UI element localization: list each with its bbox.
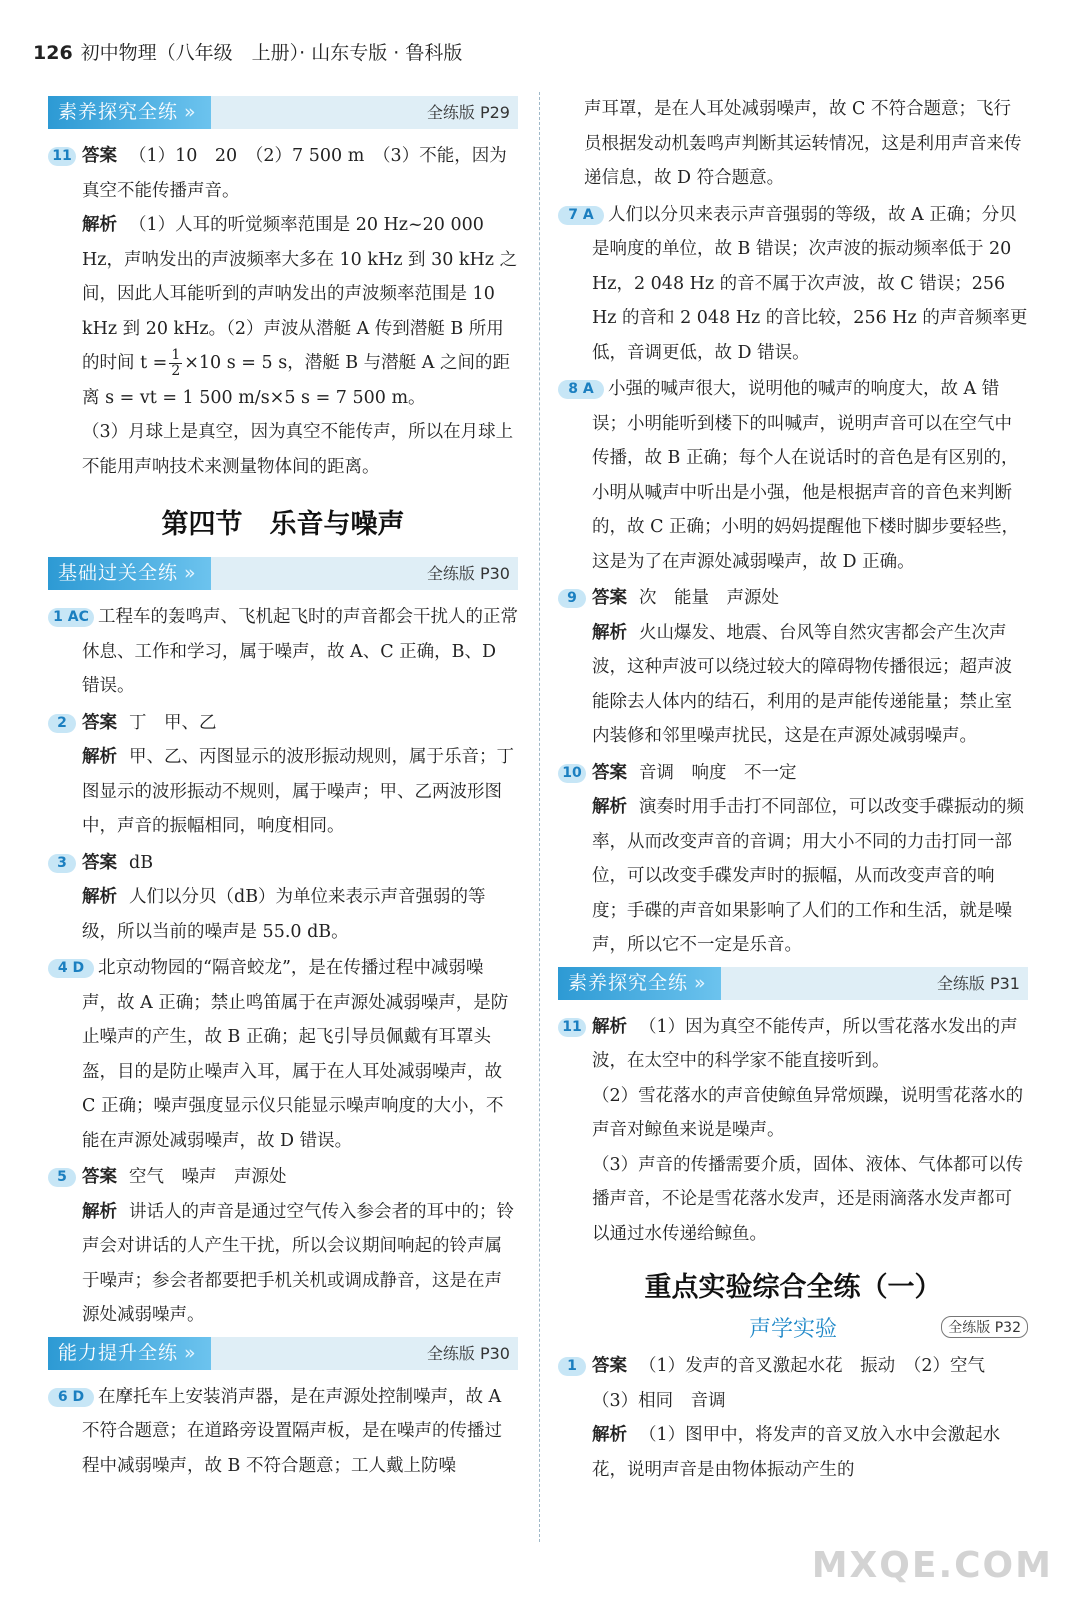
question-number: 11 (558, 1018, 586, 1037)
analysis-text: 演奏时用手击打不同部位，可以改变手碟振动的频率，从而改变声音的音调；用大小不同的力击打同一部位，可以改变手碟发声时的振幅，从而改变声音的响度；手碟的声音如果影响了人们的工作和生活，就是噪声，所以它不一定是乐音。 (592, 797, 1024, 955)
answer-label: 答案 (82, 146, 117, 166)
analysis-text: （3）声音的传播需要介质，固体、液体、气体都可以传播声音，不论是雪花落水发声，还是雨滴落水发声都可以通过水传递给鲸鱼。 (592, 1154, 1024, 1244)
left-column (48, 92, 518, 1485)
answer-text: 次 能量 声源处 (639, 588, 779, 608)
banner-tag: 素养探究全练 » (558, 967, 721, 1000)
answer-text: 人们以分贝来表示声音强弱的等级，故 A 正确；分贝是响度的单位，故 B 错误；次声波的振动频率低于 20 Hz，2 048 Hz 的音不属于次声波，故 C 错误；256 Hz 的音和 2 048 Hz 的音比较，256 Hz 的声音频率更低，音调更低，故 D 错误。 (592, 204, 1028, 363)
analysis-label: 解析 (592, 622, 627, 643)
question-item (48, 706, 518, 844)
answer-text: 北京动物园的“隔音蛟龙”，是在传播过程中减弱噪声，故 A 正确；禁止鸣笛属于在声源处减弱噪声，是防止噪声的产生，故 B 正确；起飞引导员佩戴有耳罩头盔，目的是防止噪声入耳，属于在人耳处减弱噪声，故 C 正确；噪声强度显示仪只能显示噪声响度的大小，不能在声源处减弱噪声，故 D 错误。 (82, 958, 509, 1151)
question-number: 2 (48, 714, 76, 733)
analysis-label: 解析 (82, 215, 117, 235)
analysis-text: （1）图甲中，将发声的音叉放入水中会激起水花，说明声音是由物体振动产生的 (592, 1425, 1001, 1480)
question-item (48, 139, 518, 484)
analysis-text: 火山爆发、地震、台风等自然灾害都会产生次声波，这种声波可以绕过较大的障碍物传播很远；超声波能除去人体内的结石，利用的是声能传递能量；禁止室内装修和邻里噪声扰民，这是在声源处减弱噪声。 (592, 622, 1012, 746)
question-item (558, 372, 1028, 579)
answer-label: 答案 (592, 762, 627, 783)
banner-ref: 全练版 P30 (426, 564, 510, 583)
question-item-continued (558, 92, 1028, 196)
subsection-title (558, 1312, 1028, 1343)
analysis-label: 解析 (592, 1425, 627, 1445)
answer-text: 丁 甲、乙 (129, 712, 217, 733)
question-item (48, 1160, 518, 1333)
question-number: 4 D (48, 959, 94, 978)
analysis-label: 解析 (82, 747, 117, 767)
analysis-text: 甲、乙、丙图显示的波形振动规则，属于乐音；丁图显示的波形振动不规则，属于噪声；甲、乙两波形图中，声音的振幅相同，响度相同。 (82, 747, 514, 836)
question-item (48, 846, 518, 950)
answer-text: 小强的喊声很大，说明他的喊声的响度大，故 A 错误；小明能听到楼下的叫喊声，说明声音可以在空气中传播，故 B 正确；每个人在说话时的音色是有区别的，小明从喊声中听出是小强，他是根据声音的音色来判断的，故 C 正确；小明的妈妈提醒他下楼时脚步要轻些，这是为了在声源处减弱噪声，故 D 正确。 (592, 379, 1020, 572)
answer-text: dB (129, 852, 154, 873)
section-title: 重点实验综合全练（一） (644, 1272, 942, 1303)
answer-text: （1）10 20 （2）7 500 m （3）不能，因为真空不能传播声音。 (82, 146, 507, 201)
question-item (558, 581, 1028, 754)
answer-label: 答案 (592, 588, 627, 608)
question-number: 8 A (558, 380, 604, 399)
question-number: 5 (48, 1168, 76, 1187)
question-item (558, 1349, 1028, 1487)
answer-text: 工程车的轰鸣声、飞机起飞时的声音都会干扰人的正常休息、工作和学习，属于噪声，故 A、C 正确，B、D 错误。 (82, 607, 518, 696)
section-title: 第四节 乐音与噪声 (161, 509, 405, 540)
question-item (558, 198, 1028, 371)
section-banner (48, 557, 518, 590)
watermark-logo: MXQE.COM (811, 1545, 1053, 1586)
question-number: 7 A (558, 206, 604, 225)
page-header (33, 38, 462, 65)
book-title: 初中物理（八年级 上册）· 山东专版 · 鲁科版 (80, 42, 463, 64)
question-number: 11 (48, 147, 76, 166)
analysis-text: （1）因为真空不能传声，所以雪花落水发出的声波，在太空中的科学家不能直接听到。 (592, 1016, 1018, 1071)
question-number: 6 D (48, 1388, 94, 1407)
column-divider (539, 92, 540, 1542)
question-number: 1 AC (48, 608, 94, 627)
banner-tag: 基础过关全练 » (48, 557, 211, 590)
question-number: 9 (558, 589, 586, 608)
section-banner (558, 967, 1028, 1000)
banner-ref: 全练版 P31 (936, 973, 1020, 993)
page-number: 126 (33, 42, 73, 64)
analysis-text: 讲话人的声音是通过空气传入参会者的耳中的；铃声会对讲话的人产生干扰，所以会议期间响起的铃声属于噪声；参会者都要把手机关机或调成静音，这是在声源处减弱噪声。 (82, 1201, 514, 1325)
question-item (558, 756, 1028, 963)
subsection-title-text: 声学实验 (748, 1317, 837, 1342)
question-number: 3 (48, 854, 76, 873)
question-item (48, 1380, 518, 1484)
answer-label: 答案 (82, 1167, 117, 1187)
subsection-ref: 全练版 P32 (941, 1316, 1028, 1338)
answer-text: （1）发声的音叉激起水花 振动 （2）空气 （3）相同 音调 (592, 1356, 1003, 1411)
analysis-text: （2）雪花落水的声音使鲸鱼异常烦躁，说明雪花落水的声音对鲸鱼来说是噪声。 (592, 1085, 1024, 1140)
answer-label: 答案 (82, 712, 117, 733)
analysis-text: （3）月球上是真空，因为真空不能传声，所以在月球上不能用声呐技术来测量物体间的距离。 (82, 422, 514, 477)
answer-text: 声耳罩，是在人耳处减弱噪声，故 C 不符合题意；飞行员根据发动机轰鸣声判断其运转情况，这是利用声音来传递信息，故 D 符合题意。 (584, 99, 1022, 188)
analysis-text: ×10 s = 5 s，潜艇 B 与潜艇 A 之间的距离 s = vt = 1 500 m/s×5 s = 7 500 m。 (82, 353, 510, 408)
analysis-text: （1）人耳的听觉频率范围是 20 Hz~20 000 Hz，声呐发出的声波频率大多在 10 kHz 到 30 kHz 之间，因此人耳能听到的声呐发出的声波频率范围是 10 kHz 到 20 kHz。（2）声波从潜艇 A 传到潜艇 B 所用的时间 t = (82, 215, 518, 373)
section-banner (48, 1337, 518, 1370)
banner-tag: 素养探究全练 » (48, 96, 211, 129)
banner-ref: 全练版 P30 (426, 1343, 510, 1363)
banner-ref: 全练版 P29 (426, 103, 510, 122)
question-number: 10 (558, 764, 586, 783)
analysis-label: 解析 (592, 1016, 627, 1037)
answer-label: 答案 (82, 852, 117, 873)
banner-tag: 能力提升全练 » (48, 1337, 211, 1370)
question-item (558, 1010, 1028, 1252)
analysis-text: 人们以分贝（dB）为单位来表示声音强弱的等级，所以当前的噪声是 55.0 dB。 (82, 887, 486, 942)
question-item (48, 951, 518, 1158)
analysis-label: 解析 (82, 1201, 117, 1222)
section-banner (48, 96, 518, 129)
question-number: 1 (558, 1357, 586, 1376)
answer-text: 音调 响度 不一定 (639, 762, 797, 783)
answer-text: 在摩托车上安装消声器，是在声源处控制噪声，故 A 不符合题意；在道路旁设置隔声板，是在噪声的传播过程中减弱噪声，故 B 不符合题意；工人戴上防噪 (82, 1386, 502, 1476)
right-column (558, 92, 1028, 1489)
fraction: $\frac{1}{2}$ (171, 347, 181, 379)
answer-text: 空气 噪声 声源处 (129, 1167, 287, 1187)
answer-label: 答案 (592, 1356, 627, 1376)
analysis-label: 解析 (82, 887, 117, 907)
question-item (48, 600, 518, 704)
analysis-label: 解析 (592, 797, 627, 817)
